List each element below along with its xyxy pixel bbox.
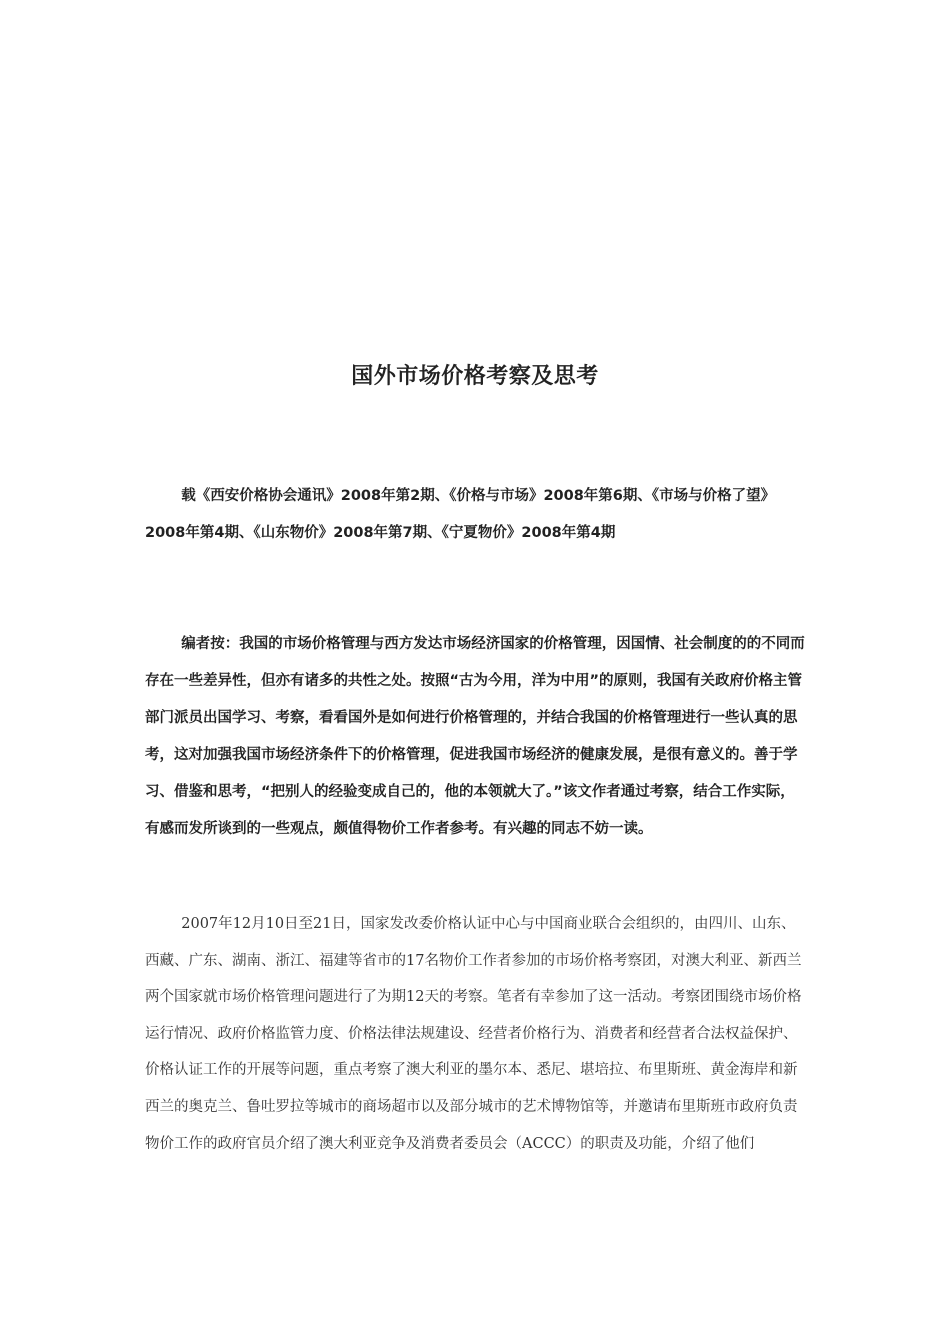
document-title: 国外市场价格考察及思考 [351, 363, 599, 389]
body-paragraph: 2007年12月10日至21日，国家发改委价格认证中心与中国商业联合会组织的，由四川、山东、西藏、广东、湖南、浙江、福建等省市的17名物价工作者参加的市场价格考察团，对澳大利亚、新西兰两个国家就市场价格管理问题进行了为期12天的考察。笔者有幸参加了这一活动。考察团围绕市场价格运行情况、政府价格监管力度、价格法律法规建设、经营者价格行为、消费者和经营者合法权益保护、价格认证工作的开展等问题，重点考察了澳大利亚的墨尔本、悉尼、堪培拉、布里斯班、黄金海岸和新西兰的奥克兰、鲁吐罗拉等城市的商场超市以及部分城市的艺术博物馆等，并邀请布里斯班市政府负责物价工作的政府官员介绍了澳大利亚竞争及消费者委员会（ACCC）的职责及功能，介绍了他们 [145, 916, 802, 1152]
source-note: 载《西安价格协会通讯》2008年第2期、《价格与市场》2008年第6期、《市场与价格了望》2008年第4期、《山东物价》2008年第7期、《宁夏物价》2008年第4期 [145, 488, 776, 541]
editor-note: 编者按：我国的市场价格管理与西方发达市场经济国家的价格管理，因国情、社会制度的的不同而存在一些差异性，但亦有诸多的共性之处。按照“古为今用，洋为中用”的原则，我国有关政府价格主管部门派员出国学习、考察，看看国外是如何进行价格管理的，并结合我国的价格管理进行一些认真的思考，这对加强我国市场经济条件下的价格管理，促进我国市场经济的健康发展，是很有意义的。善于学习、借鉴和思考，“把别人的经验变成自己的，他的本领就大了。”该文作者通过考察，结合工作实际，有感而发所谈到的一些观点，颇值得物价工作者参考。有兴趣的同志不妨一读。 [145, 636, 805, 837]
